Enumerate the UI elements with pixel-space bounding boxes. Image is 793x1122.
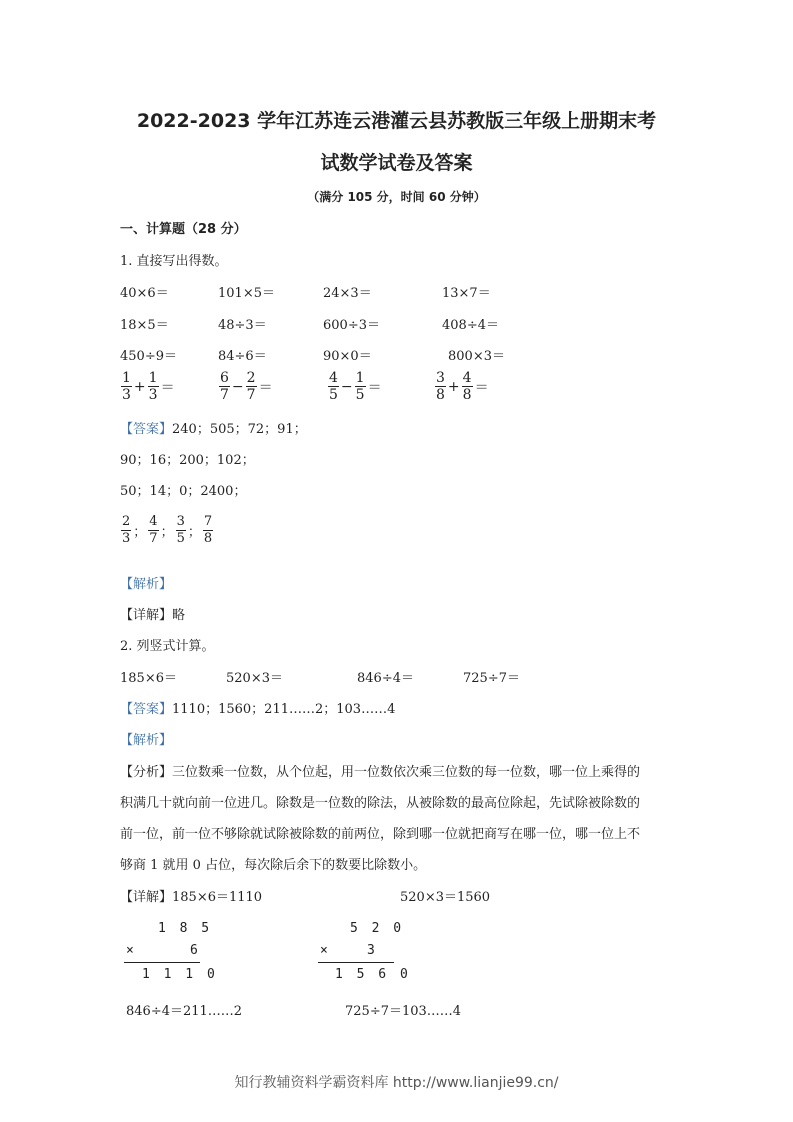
q1-fraction-problem <box>120 370 176 403</box>
equals: ＝ <box>160 379 175 396</box>
separator: ； <box>133 525 147 540</box>
q2-item: 520×3＝ <box>226 671 283 686</box>
q1-item: 600÷3＝ <box>323 318 380 333</box>
q1-detail <box>120 604 185 623</box>
separator: ； <box>160 525 174 540</box>
fraction: 4 7 <box>149 514 158 546</box>
q1-item: 450÷9＝ <box>120 349 177 364</box>
operator: + <box>133 378 146 395</box>
q2-item: 725÷7＝ <box>463 671 520 686</box>
separator: ； <box>187 525 201 540</box>
vertical-top: 1 8 5 <box>158 921 213 936</box>
fenxi-line: 积满几十就向前一位进几。除数是一位数的除法，从被除数的最高位除起，先试除被除数的 <box>120 796 641 811</box>
q2-prompt: 2. 列竖式计算。 <box>120 639 215 654</box>
fraction: 2 3 <box>122 514 131 546</box>
operator: − <box>340 378 353 395</box>
answer-line: 90；16；200；102； <box>120 453 255 468</box>
fraction: 3 5 <box>176 514 185 546</box>
q1-item: 18×5＝ <box>120 318 169 333</box>
answer-tag: 【答案】 <box>120 702 173 717</box>
detail-text: 略 <box>172 608 186 623</box>
q1-fraction-problem <box>218 370 274 403</box>
q2-item: 846÷4＝ <box>357 671 414 686</box>
fenxi-text: 三位数乘一位数，从个位起，用一位数依次乘三位数的每一位数，哪一位上乘得的 <box>172 765 641 780</box>
fraction: 4 5 <box>329 370 338 403</box>
vertical-line <box>318 962 394 963</box>
q2-item: 185×6＝ <box>120 671 177 686</box>
q1-item: 48÷3＝ <box>218 318 267 333</box>
page-title-line2: 试数学试卷及答案 <box>320 152 473 174</box>
vertical-digit: 3 <box>367 943 378 958</box>
fraction: $\frac{2}{7}$ <box>246 370 256 403</box>
page-subtitle: （满分 105 分，时间 60 分钟） <box>307 190 486 204</box>
q1-item: 90×0＝ <box>323 349 372 364</box>
q1-item: 84÷6＝ <box>218 349 267 364</box>
fraction: 1 3 <box>122 370 131 403</box>
detail-eq: 520×3＝1560 <box>400 890 491 905</box>
q1-item: 40×6＝ <box>120 286 169 301</box>
fenxi-line <box>120 761 640 780</box>
q2-detail <box>120 886 262 905</box>
q1-item: 408÷4＝ <box>442 318 499 333</box>
fenxi-line: 够商 1 就用 0 占位，每次除后余下的数要比除数小。 <box>120 858 427 873</box>
detail-tag: 【详解】 <box>120 608 173 623</box>
vertical-line <box>124 962 200 963</box>
equals: ＝ <box>258 379 273 396</box>
q1-item: 13×7＝ <box>442 286 491 301</box>
equals: ＝ <box>367 379 382 396</box>
q1-answer-fractions <box>120 514 214 547</box>
answer-tag: 【答案】 <box>120 422 173 437</box>
detail-eq: 725÷7＝103……4 <box>345 1004 462 1019</box>
fraction: $\frac{1}{5}$ <box>355 370 365 403</box>
q1-answer <box>120 418 307 437</box>
detail-eq: 185×6＝1110 <box>172 890 263 905</box>
fraction: $\frac{4}{8}$ <box>462 370 472 403</box>
q1-item: 800×3＝ <box>448 349 505 364</box>
operator: − <box>231 378 244 395</box>
analysis-tag: 【解析】 <box>120 577 173 592</box>
equals: ＝ <box>474 379 489 396</box>
vertical-result: 1 5 6 0 <box>335 967 411 982</box>
footer-watermark: 知行教辅资料学霸资料库 http://www.lianjie99.cn/ <box>234 1075 559 1091</box>
q1-fraction-problem <box>327 370 383 403</box>
fenxi-tag: 【分析】 <box>120 765 173 780</box>
operator: + <box>447 378 460 395</box>
vertical-top: 5 2 0 <box>350 921 405 936</box>
detail-tag: 【详解】 <box>120 890 173 905</box>
q1-item: 101×5＝ <box>218 286 275 301</box>
vertical-digit: 6 <box>190 943 201 958</box>
analysis-tag: 【解析】 <box>120 733 173 748</box>
section-heading: 一、计算题（28 分） <box>120 222 247 237</box>
q1-fraction-problem <box>434 370 490 403</box>
q1-item: 24×3＝ <box>323 286 372 301</box>
q2-answer <box>120 698 395 717</box>
page-title-line1: 2022-2023 学年江苏连云港灌云县苏教版三年级上册期末考 <box>136 110 657 132</box>
vertical-mul-sign: × <box>320 943 331 958</box>
detail-eq: 846÷4＝211……2 <box>126 1004 243 1019</box>
fraction: 7 8 <box>203 514 213 546</box>
fraction: 6 7 <box>220 370 229 403</box>
answer-text: 1110；1560；211……2；103……4 <box>172 702 396 717</box>
vertical-mul-sign: × <box>126 943 137 958</box>
fenxi-line: 前一位，前一位不够除就试除被除数的前两位，除到哪一位就把商写在哪一位，哪一位上不 <box>120 827 641 842</box>
answer-line: 240；505；72；91； <box>172 422 307 437</box>
fraction: 3 8 <box>436 370 445 403</box>
vertical-result: 1 1 1 0 <box>142 967 218 982</box>
fraction: $\frac{1}{3}$ <box>148 370 158 403</box>
answer-line: 50；14；0；2400； <box>120 484 247 499</box>
q1-prompt: 1. 直接写出得数。 <box>120 254 228 269</box>
